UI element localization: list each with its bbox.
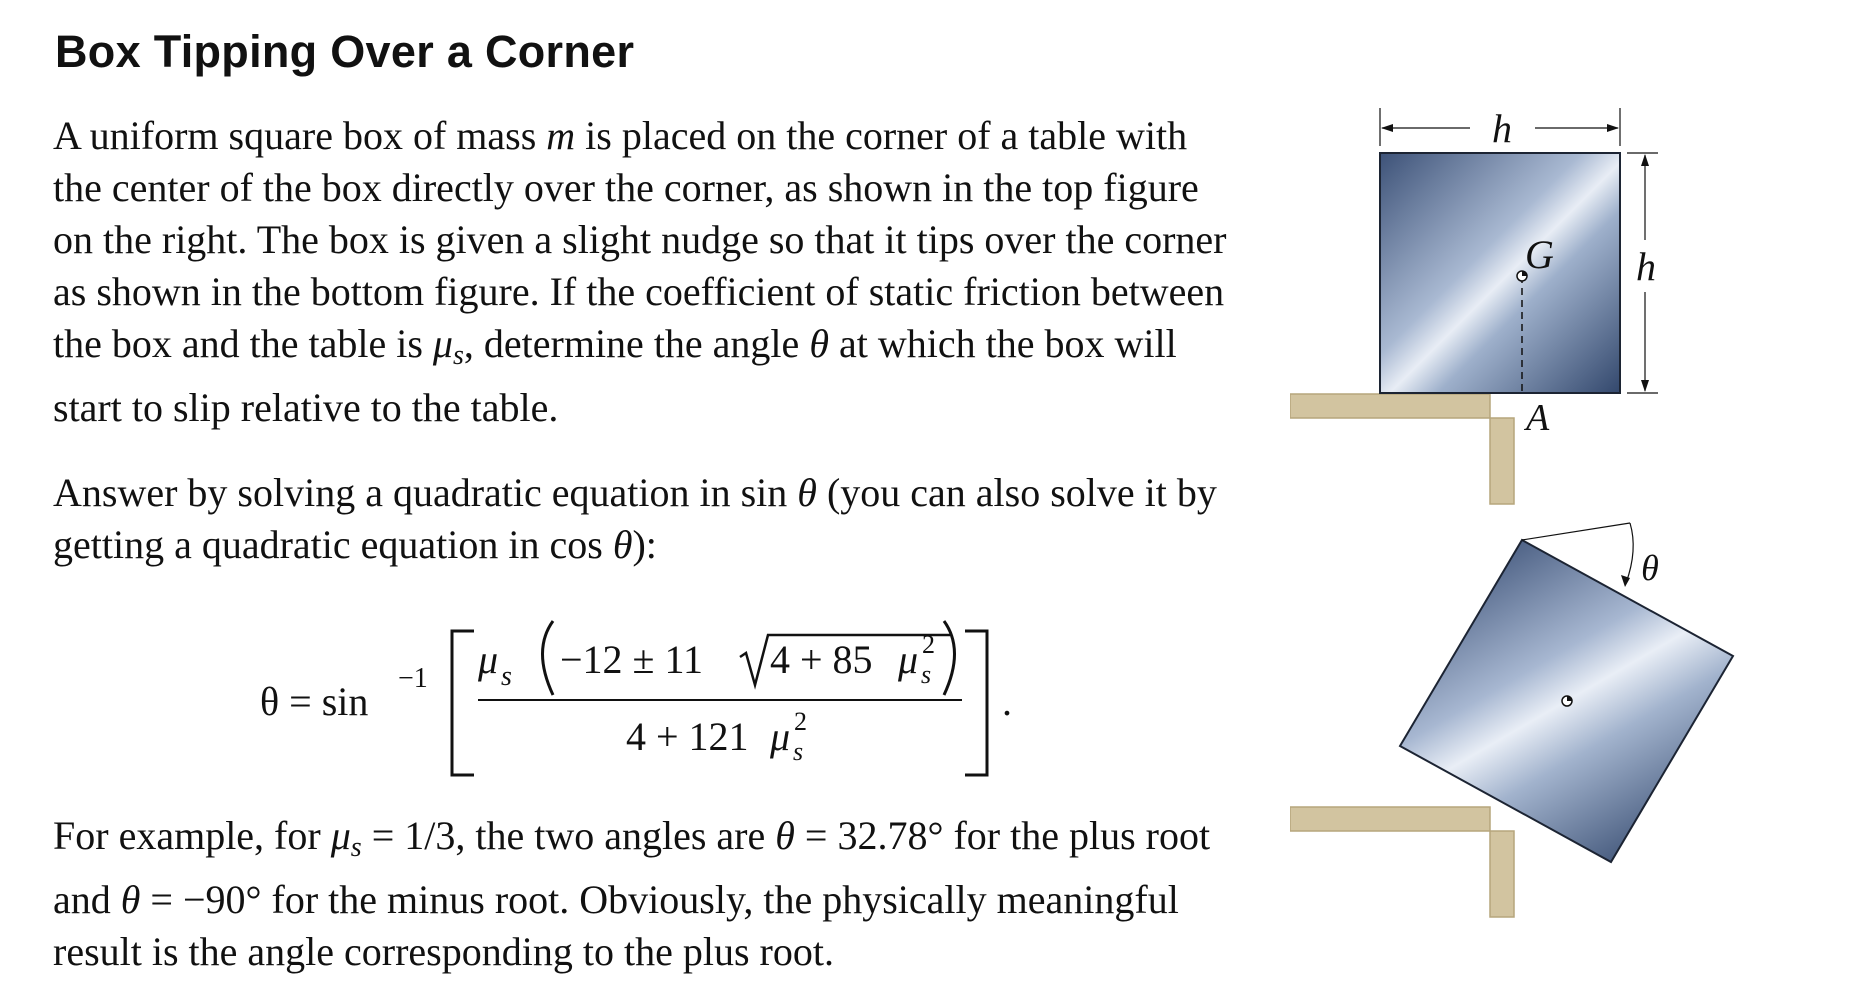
- den-mu: μ: [770, 714, 791, 759]
- text-span: , determine the angle: [463, 321, 810, 366]
- text-span: = 32.78° for the plus root and: [53, 813, 1211, 922]
- problem-paragraph: [53, 110, 1233, 434]
- num-mu: μ: [478, 637, 499, 682]
- arrow-left-icon: [1381, 124, 1393, 132]
- arrow-up-icon: [1641, 154, 1649, 166]
- text-span: (you can also solve it by getting a quadratic equation in cos: [53, 470, 1217, 567]
- solution-equation: [0, 615, 1100, 795]
- text-span: Answer by solving a quadratic equation in sin: [53, 470, 798, 515]
- label-theta: θ: [1641, 548, 1659, 588]
- text-span: is placed on the corner of a table with the center of the box directly over the corner, as shown in the top figure on the right. The box is given a slight nudge so that it tips over the corner as shown in the bottom figure. If the coefficient of static friction between the box and the table is: [53, 113, 1227, 366]
- table-top: [1290, 394, 1514, 504]
- text-span: at which the box will start to slip relative to the table.: [53, 321, 1177, 430]
- left-paren: [543, 621, 554, 695]
- box-upright: [1380, 153, 1620, 393]
- equation-lhs: θ = sin: [260, 679, 369, 724]
- num-mu-sub: s: [501, 661, 512, 692]
- text-span: = 1/3, the two angles are: [361, 813, 776, 858]
- table-bottom: [1290, 807, 1514, 917]
- num-mu2: μ: [898, 637, 919, 682]
- text-span: = −90° for the minus root. Obviously, the physically meaningful result is the angle corresponding to the plus root.: [53, 877, 1179, 974]
- text-span: ):: [632, 522, 657, 567]
- reference-line: [1522, 523, 1630, 540]
- box-figures: [1290, 100, 1770, 940]
- den-part-a: 4 + 121: [626, 714, 749, 759]
- mu-symbol: μ: [330, 813, 351, 858]
- mu-subscript: s: [452, 340, 464, 371]
- mass-symbol: m: [546, 113, 576, 158]
- theta-symbol: θ: [797, 470, 817, 515]
- num-part-a: −12 ± 11: [560, 637, 704, 682]
- example-paragraph: [53, 810, 1233, 978]
- num-square: 2: [922, 630, 935, 659]
- text-span: A uniform square box of mass: [53, 113, 547, 158]
- text-span: For example, for: [53, 813, 331, 858]
- dim-label-top: h: [1492, 106, 1512, 151]
- mu-symbol: μ: [432, 321, 453, 366]
- num-part-b: 4 + 85: [770, 637, 873, 682]
- theta-symbol: θ: [612, 522, 633, 567]
- arrow-down-icon: [1641, 380, 1649, 392]
- angle-arc: [1626, 523, 1633, 583]
- theta-symbol: θ: [775, 813, 795, 858]
- num-mu2-sub: s: [921, 660, 932, 689]
- label-A: A: [1526, 397, 1550, 439]
- equation-exponent: −1: [398, 663, 428, 694]
- right-paren: [944, 621, 955, 695]
- den-mu-sub: s: [793, 737, 804, 766]
- dim-label-side: h: [1636, 244, 1656, 289]
- label-G: G: [1525, 232, 1554, 277]
- equation-period: .: [1002, 679, 1012, 724]
- arrow-right-icon: [1607, 124, 1619, 132]
- page-title: Box Tipping Over a Corner: [55, 26, 635, 77]
- left-bracket: [452, 631, 474, 775]
- theta-symbol: θ: [120, 877, 141, 922]
- right-bracket: [965, 631, 987, 775]
- mu-subscript: s: [350, 832, 362, 863]
- theta-symbol: θ: [809, 321, 829, 366]
- den-square: 2: [794, 707, 807, 736]
- answer-paragraph: [53, 467, 1233, 571]
